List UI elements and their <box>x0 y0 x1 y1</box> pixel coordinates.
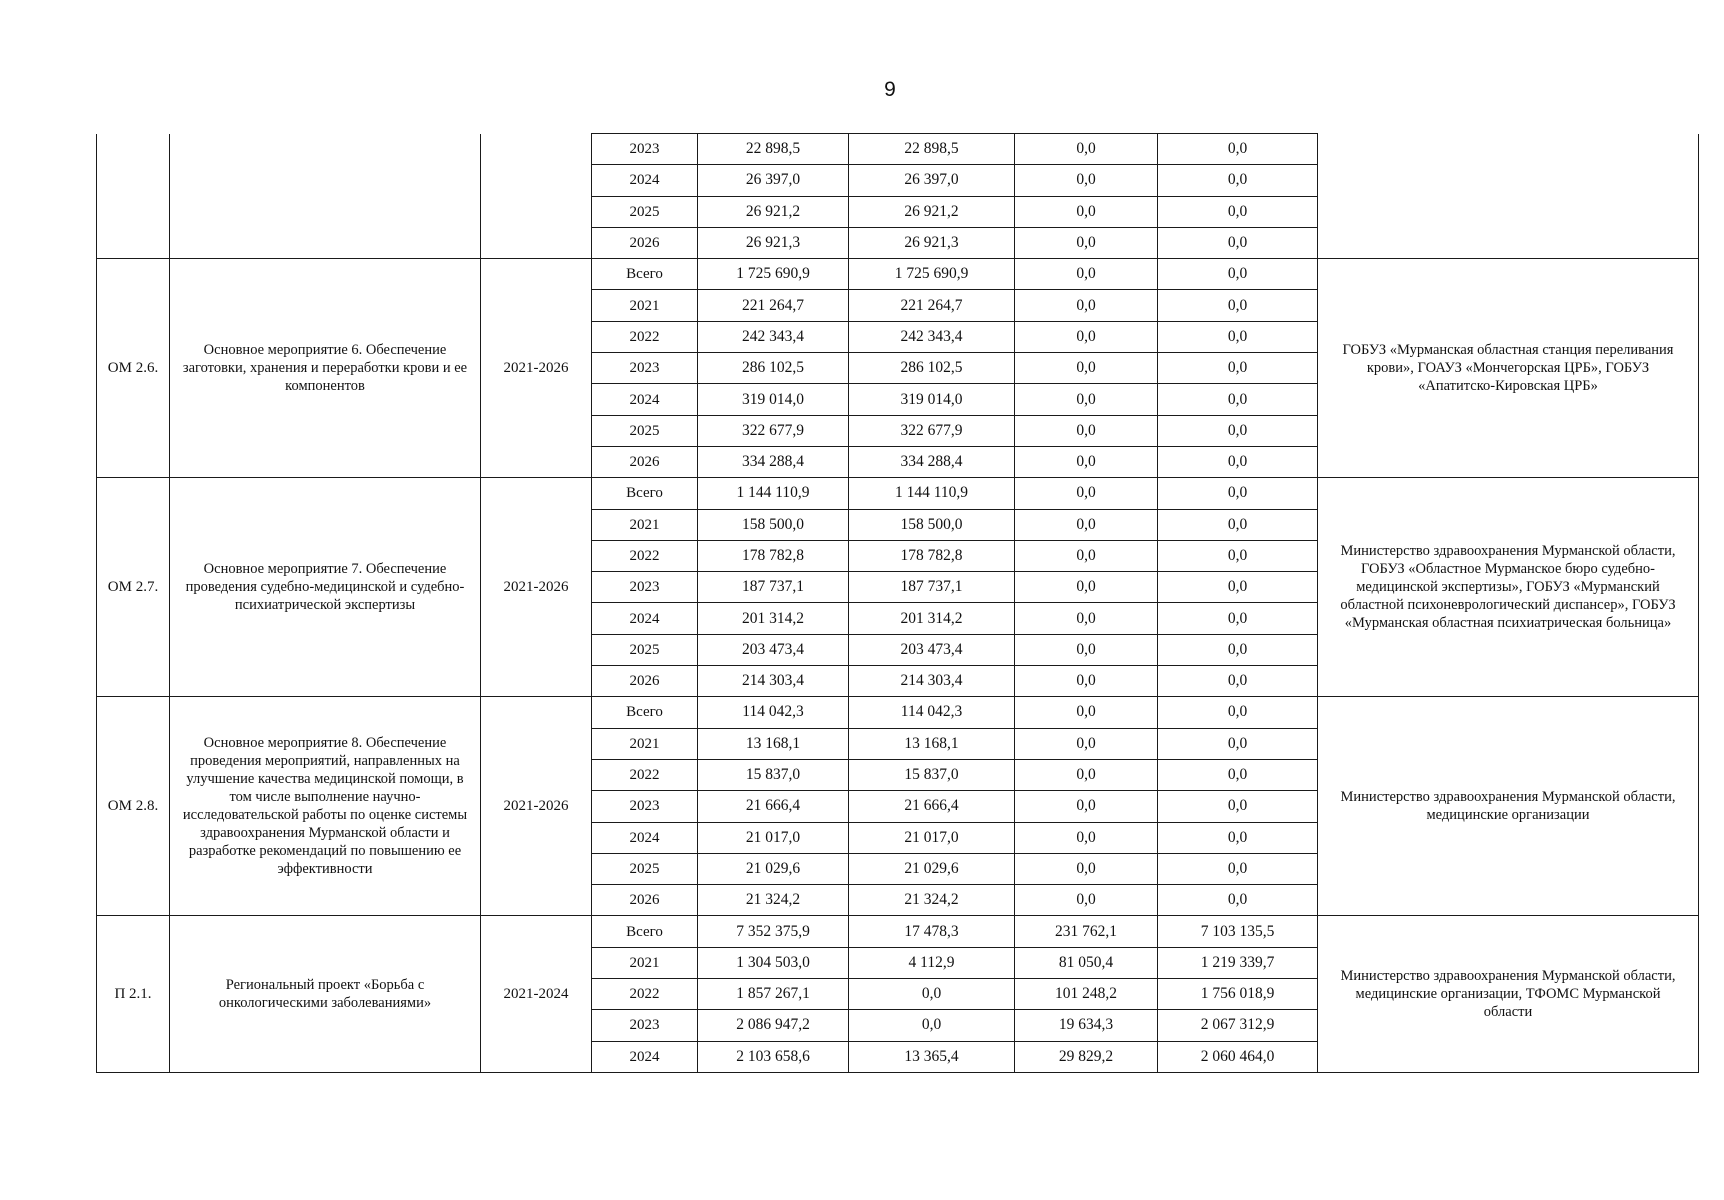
year-cell: 2024 <box>592 603 698 634</box>
funding-source-2-cell: 0,0 <box>1015 697 1158 728</box>
measure-code: ОМ 2.7. <box>97 478 170 697</box>
measure-code: ОМ 2.8. <box>97 697 170 916</box>
funding-source-2-cell: 0,0 <box>1015 259 1158 290</box>
year-cell: 2024 <box>592 384 698 415</box>
measure-period: 2021-2026 <box>481 259 592 478</box>
period-cell-empty <box>481 134 592 259</box>
year-cell: Всего <box>592 697 698 728</box>
funding-source-2-cell: 0,0 <box>1015 853 1158 884</box>
year-cell: 2026 <box>592 227 698 258</box>
funding-source-2-cell: 0,0 <box>1015 165 1158 196</box>
total-cell: 203 473,4 <box>698 634 849 665</box>
table-row <box>97 916 1699 947</box>
year-cell: 2024 <box>592 165 698 196</box>
funding-source-1-cell: 221 264,7 <box>849 290 1015 321</box>
measure-period: 2021-2024 <box>481 916 592 1072</box>
funding-source-1-cell: 13 365,4 <box>849 1041 1015 1072</box>
funding-source-1-cell: 322 677,9 <box>849 415 1015 446</box>
funding-source-3-cell: 0,0 <box>1158 165 1318 196</box>
funding-source-2-cell: 0,0 <box>1015 227 1158 258</box>
total-cell: 221 264,7 <box>698 290 849 321</box>
measure-title: Региональный проект «Борьба с онкологическими заболеваниями» <box>170 916 481 1072</box>
funding-source-3-cell: 0,0 <box>1158 759 1318 790</box>
funding-source-2-cell: 0,0 <box>1015 634 1158 665</box>
year-cell: 2025 <box>592 634 698 665</box>
funding-source-3-cell: 0,0 <box>1158 509 1318 540</box>
year-cell: 2025 <box>592 853 698 884</box>
funding-source-3-cell: 0,0 <box>1158 853 1318 884</box>
funding-source-1-cell: 158 500,0 <box>849 509 1015 540</box>
funding-source-1-cell: 26 397,0 <box>849 165 1015 196</box>
funding-source-1-cell: 286 102,5 <box>849 353 1015 384</box>
funding-source-3-cell: 0,0 <box>1158 634 1318 665</box>
year-cell: Всего <box>592 259 698 290</box>
funding-source-2-cell: 29 829,2 <box>1015 1041 1158 1072</box>
funding-source-2-cell: 0,0 <box>1015 822 1158 853</box>
funding-source-3-cell: 1 219 339,7 <box>1158 947 1318 978</box>
funding-source-2-cell: 0,0 <box>1015 290 1158 321</box>
funding-source-2-cell: 0,0 <box>1015 509 1158 540</box>
funding-source-1-cell: 0,0 <box>849 979 1015 1010</box>
measure-executors: Министерство здравоохранения Мурманской области, медицинские организации <box>1318 697 1699 916</box>
total-cell: 201 314,2 <box>698 603 849 634</box>
year-cell: 2026 <box>592 446 698 477</box>
total-cell: 334 288,4 <box>698 446 849 477</box>
funding-source-2-cell: 0,0 <box>1015 728 1158 759</box>
total-cell: 214 303,4 <box>698 666 849 697</box>
funding-source-2-cell: 0,0 <box>1015 666 1158 697</box>
funding-source-2-cell: 0,0 <box>1015 353 1158 384</box>
title-cell-empty <box>170 134 481 259</box>
year-cell: 2026 <box>592 885 698 916</box>
total-cell: 319 014,0 <box>698 384 849 415</box>
funding-source-2-cell: 0,0 <box>1015 572 1158 603</box>
total-cell: 187 737,1 <box>698 572 849 603</box>
funding-source-2-cell: 0,0 <box>1015 603 1158 634</box>
funding-source-3-cell: 0,0 <box>1158 321 1318 352</box>
funding-source-1-cell: 22 898,5 <box>849 134 1015 165</box>
total-cell: 26 921,2 <box>698 196 849 227</box>
funding-source-3-cell: 0,0 <box>1158 227 1318 258</box>
total-cell: 322 677,9 <box>698 415 849 446</box>
funding-source-1-cell: 26 921,3 <box>849 227 1015 258</box>
funding-source-3-cell: 0,0 <box>1158 478 1318 509</box>
year-cell: 2023 <box>592 1010 698 1041</box>
funding-source-2-cell: 0,0 <box>1015 446 1158 477</box>
year-cell: 2025 <box>592 415 698 446</box>
funding-source-3-cell: 0,0 <box>1158 666 1318 697</box>
measure-title: Основное мероприятие 8. Обеспечение проведения мероприятий, направленных на улучшение качества медицинской помощи, в том числе выполнение научно-исследовательской работы по оценке системы здравоохранения Мурманской области и разработке рекомендаций по повышению ее эффективности <box>170 697 481 916</box>
funding-source-3-cell: 2 067 312,9 <box>1158 1010 1318 1041</box>
funding-source-3-cell: 1 756 018,9 <box>1158 979 1318 1010</box>
year-cell: 2024 <box>592 822 698 853</box>
year-cell: 2022 <box>592 321 698 352</box>
funding-source-1-cell: 1 725 690,9 <box>849 259 1015 290</box>
funding-source-3-cell: 0,0 <box>1158 791 1318 822</box>
table-row <box>97 478 1699 509</box>
year-cell: 2022 <box>592 540 698 571</box>
year-cell: 2023 <box>592 134 698 165</box>
total-cell: 2 086 947,2 <box>698 1010 849 1041</box>
table-row <box>97 259 1699 290</box>
year-cell: 2023 <box>592 353 698 384</box>
page-number: 9 <box>884 78 896 101</box>
total-cell: 158 500,0 <box>698 509 849 540</box>
funding-source-1-cell: 21 029,6 <box>849 853 1015 884</box>
funding-source-2-cell: 0,0 <box>1015 134 1158 165</box>
total-cell: 2 103 658,6 <box>698 1041 849 1072</box>
total-cell: 242 343,4 <box>698 321 849 352</box>
funding-source-3-cell: 0,0 <box>1158 259 1318 290</box>
funding-source-1-cell: 214 303,4 <box>849 666 1015 697</box>
measure-period: 2021-2026 <box>481 478 592 697</box>
funding-source-1-cell: 21 324,2 <box>849 885 1015 916</box>
funding-source-1-cell: 319 014,0 <box>849 384 1015 415</box>
year-cell: 2021 <box>592 290 698 321</box>
funding-source-1-cell: 178 782,8 <box>849 540 1015 571</box>
total-cell: 21 029,6 <box>698 853 849 884</box>
funding-source-3-cell: 0,0 <box>1158 446 1318 477</box>
total-cell: 1 304 503,0 <box>698 947 849 978</box>
measure-executors: ГОБУЗ «Мурманская областная станция переливания крови», ГОАУЗ «Мончегорская ЦРБ», ГОБУЗ «Апатитско-Кировская ЦРБ» <box>1318 259 1699 478</box>
funding-source-3-cell: 0,0 <box>1158 353 1318 384</box>
total-cell: 26 397,0 <box>698 165 849 196</box>
year-cell: 2021 <box>592 509 698 540</box>
year-cell: 2024 <box>592 1041 698 1072</box>
funding-source-1-cell: 242 343,4 <box>849 321 1015 352</box>
funding-source-3-cell: 2 060 464,0 <box>1158 1041 1318 1072</box>
funding-source-3-cell: 0,0 <box>1158 415 1318 446</box>
funding-source-2-cell: 0,0 <box>1015 384 1158 415</box>
table-body <box>97 134 1699 1073</box>
funding-source-2-cell: 0,0 <box>1015 478 1158 509</box>
measure-code: П 2.1. <box>97 916 170 1072</box>
total-cell: 114 042,3 <box>698 697 849 728</box>
measure-executors: Министерство здравоохранения Мурманской области, ГОБУЗ «Областное Мурманское бюро судебно-медицинской экспертизы», ГОБУЗ «Мурманский областной психоневрологический диспансер», ГОБУЗ «Мурманская областная психиатрическая больница» <box>1318 478 1699 697</box>
total-cell: 1 857 267,1 <box>698 979 849 1010</box>
total-cell: 178 782,8 <box>698 540 849 571</box>
funding-source-3-cell: 0,0 <box>1158 603 1318 634</box>
funding-source-1-cell: 21 666,4 <box>849 791 1015 822</box>
funding-source-3-cell: 0,0 <box>1158 290 1318 321</box>
code-cell-empty <box>97 134 170 259</box>
funding-source-1-cell: 15 837,0 <box>849 759 1015 790</box>
total-cell: 21 666,4 <box>698 791 849 822</box>
funding-source-1-cell: 26 921,2 <box>849 196 1015 227</box>
funding-source-1-cell: 4 112,9 <box>849 947 1015 978</box>
total-cell: 1 725 690,9 <box>698 259 849 290</box>
funding-source-3-cell: 0,0 <box>1158 540 1318 571</box>
funding-source-3-cell: 0,0 <box>1158 196 1318 227</box>
executors-cell-empty <box>1318 134 1699 259</box>
total-cell: 1 144 110,9 <box>698 478 849 509</box>
table-row <box>97 697 1699 728</box>
funding-source-1-cell: 0,0 <box>849 1010 1015 1041</box>
measure-title: Основное мероприятие 7. Обеспечение проведения судебно-медицинской и судебно-психиатрической экспертизы <box>170 478 481 697</box>
year-cell: 2026 <box>592 666 698 697</box>
funding-source-1-cell: 203 473,4 <box>849 634 1015 665</box>
year-cell: 2021 <box>592 728 698 759</box>
funding-source-1-cell: 334 288,4 <box>849 446 1015 477</box>
funding-source-3-cell: 0,0 <box>1158 822 1318 853</box>
funding-source-3-cell: 0,0 <box>1158 384 1318 415</box>
measure-code: ОМ 2.6. <box>97 259 170 478</box>
funding-source-3-cell: 0,0 <box>1158 697 1318 728</box>
funding-source-1-cell: 187 737,1 <box>849 572 1015 603</box>
budget-table <box>96 133 1699 1073</box>
measure-period: 2021-2026 <box>481 697 592 916</box>
funding-source-1-cell: 201 314,2 <box>849 603 1015 634</box>
year-cell: 2022 <box>592 759 698 790</box>
funding-source-2-cell: 0,0 <box>1015 196 1158 227</box>
funding-source-1-cell: 13 168,1 <box>849 728 1015 759</box>
total-cell: 7 352 375,9 <box>698 916 849 947</box>
funding-source-2-cell: 19 634,3 <box>1015 1010 1158 1041</box>
measure-executors: Министерство здравоохранения Мурманской области, медицинские организации, ТФОМС Мурманской области <box>1318 916 1699 1072</box>
funding-source-2-cell: 101 248,2 <box>1015 979 1158 1010</box>
year-cell: Всего <box>592 916 698 947</box>
funding-source-3-cell: 0,0 <box>1158 134 1318 165</box>
year-cell: Всего <box>592 478 698 509</box>
total-cell: 26 921,3 <box>698 227 849 258</box>
total-cell: 286 102,5 <box>698 353 849 384</box>
total-cell: 21 324,2 <box>698 885 849 916</box>
funding-source-1-cell: 17 478,3 <box>849 916 1015 947</box>
funding-source-3-cell: 0,0 <box>1158 728 1318 759</box>
measure-title: Основное мероприятие 6. Обеспечение заготовки, хранения и переработки крови и ее компонентов <box>170 259 481 478</box>
funding-source-2-cell: 0,0 <box>1015 885 1158 916</box>
funding-source-2-cell: 0,0 <box>1015 540 1158 571</box>
funding-source-3-cell: 0,0 <box>1158 885 1318 916</box>
year-cell: 2025 <box>592 196 698 227</box>
total-cell: 13 168,1 <box>698 728 849 759</box>
total-cell: 22 898,5 <box>698 134 849 165</box>
funding-source-2-cell: 81 050,4 <box>1015 947 1158 978</box>
funding-source-2-cell: 0,0 <box>1015 759 1158 790</box>
funding-source-2-cell: 0,0 <box>1015 791 1158 822</box>
total-cell: 21 017,0 <box>698 822 849 853</box>
funding-source-3-cell: 7 103 135,5 <box>1158 916 1318 947</box>
funding-source-1-cell: 114 042,3 <box>849 697 1015 728</box>
total-cell: 15 837,0 <box>698 759 849 790</box>
year-cell: 2021 <box>592 947 698 978</box>
year-cell: 2022 <box>592 979 698 1010</box>
funding-source-2-cell: 231 762,1 <box>1015 916 1158 947</box>
funding-source-3-cell: 0,0 <box>1158 572 1318 603</box>
funding-source-2-cell: 0,0 <box>1015 415 1158 446</box>
table-row <box>97 134 1699 165</box>
year-cell: 2023 <box>592 791 698 822</box>
funding-source-2-cell: 0,0 <box>1015 321 1158 352</box>
funding-source-1-cell: 1 144 110,9 <box>849 478 1015 509</box>
year-cell: 2023 <box>592 572 698 603</box>
funding-source-1-cell: 21 017,0 <box>849 822 1015 853</box>
